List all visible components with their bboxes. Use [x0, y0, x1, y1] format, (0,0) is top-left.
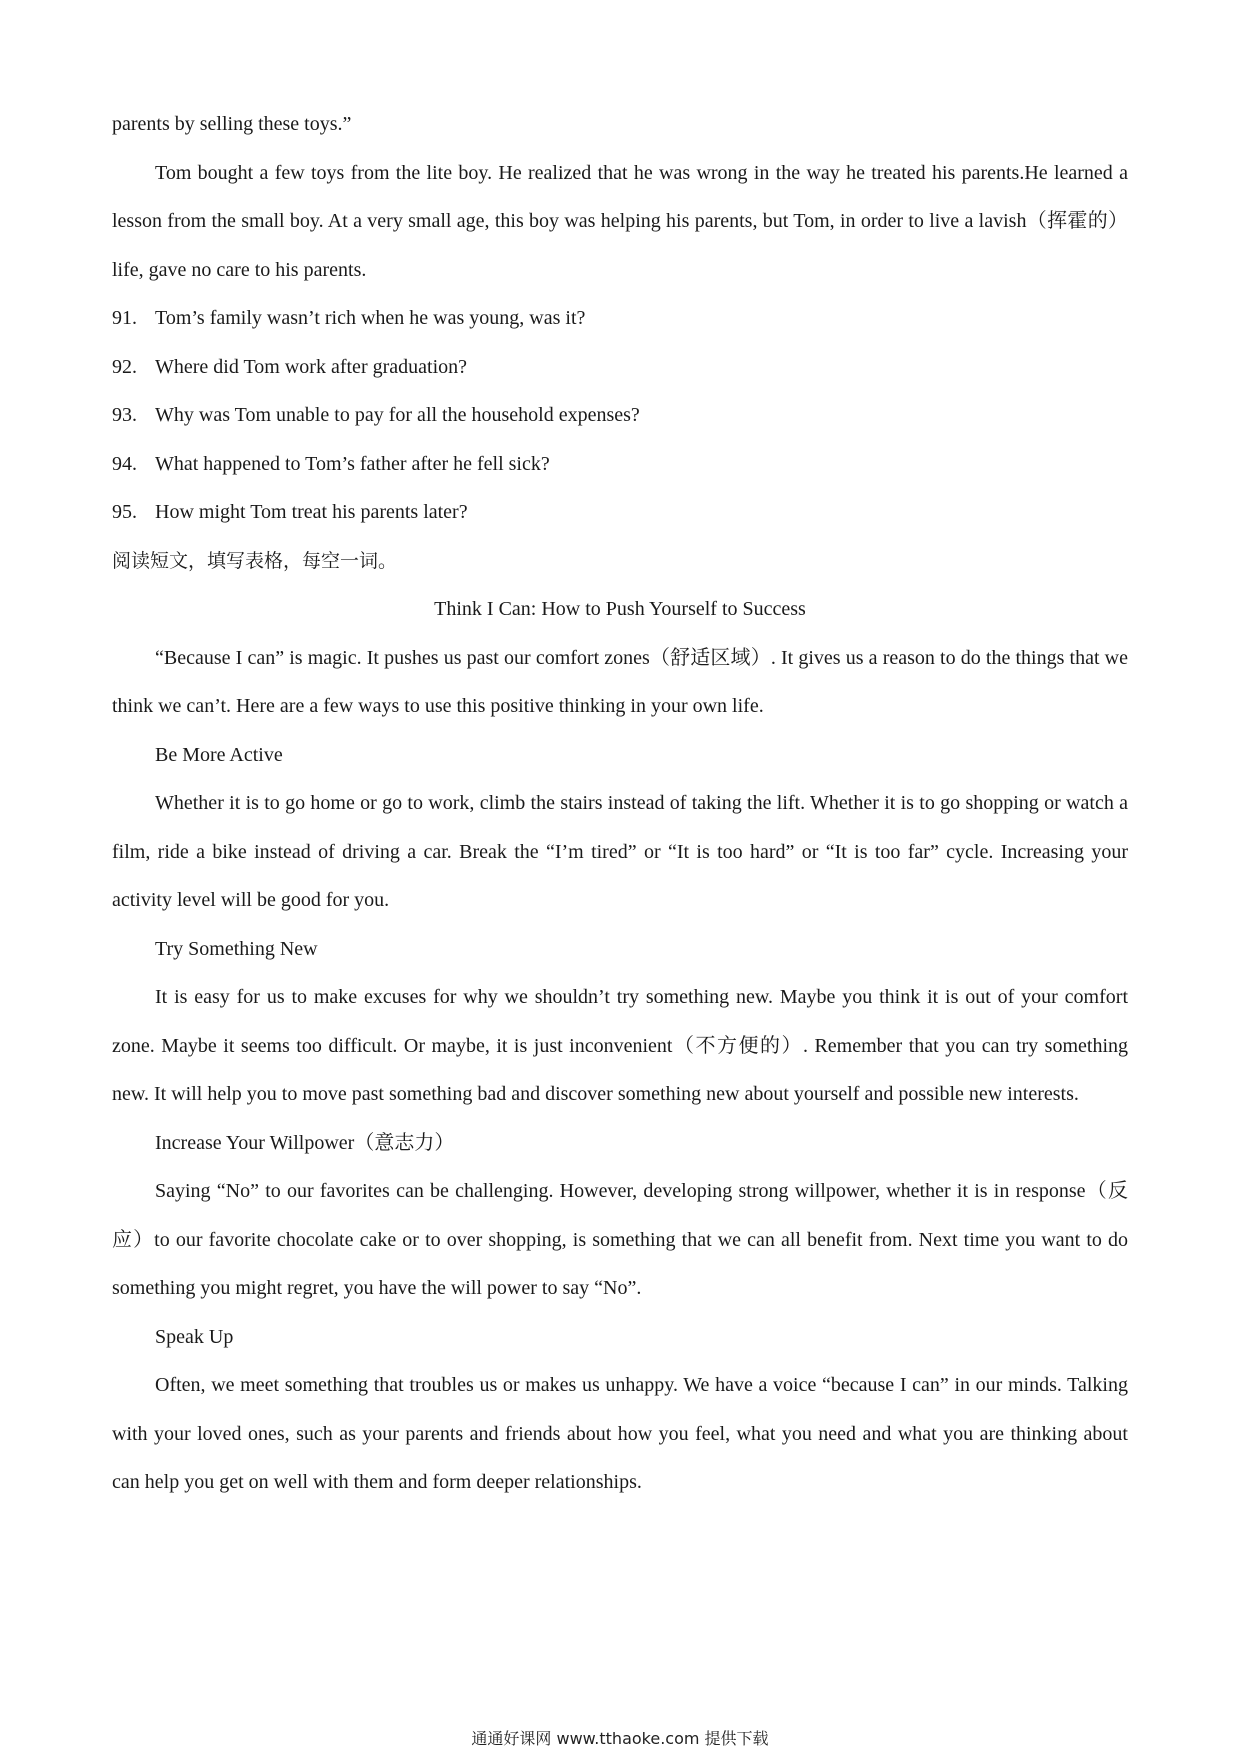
section-body-be-more-active: Whether it is to go home or go to work, climb the stairs instead of taking the lift. Whether it is to go shopping or watch a film, ride a bike instead of driving a car. Break the “I’m tired” or “It is too hard” or “It is too far” cycle. Increasing your activity level will be good for you.	[112, 792, 1128, 911]
page-footer: 通通好课网 www.tthaoke.com 提供下载	[471, 1729, 769, 1748]
section-body-try-something-new: It is easy for us to make excuses for why we shouldn’t try something new. Maybe you think it is out of your comfort zone. Maybe it seems too difficult. Or maybe, it is just inconvenient（不方便的）. Remember that you can try something new. It will help you to move past something bad and discover something new about yourself and possible new interests.	[112, 986, 1128, 1105]
question-91	[112, 294, 1128, 343]
question-95	[112, 488, 1128, 537]
question-number: 93.	[112, 404, 137, 426]
question-92	[112, 343, 1128, 392]
section-heading-try-something-new: Try Something New	[155, 937, 318, 960]
question-text: Where did Tom work after graduation?	[155, 355, 468, 378]
passage1-paragraph: Tom bought a few toys from the lite boy. He realized that he was wrong in the way he treated his parents.He learned a lesson from the small boy. At a very small age, this boy was helping his parents, but Tom, in order to live a lavish（挥霍的）life, gave no care to his parents.	[112, 161, 1128, 281]
document-content	[112, 100, 1128, 1507]
question-number: 95.	[112, 501, 137, 523]
section-heading-speak-up: Speak Up	[155, 1325, 234, 1348]
question-number: 92.	[112, 355, 137, 378]
question-text: How might Tom treat his parents later?	[155, 501, 468, 523]
section-body-increase-willpower: Saying “No” to our favorites can be challenging. However, developing strong willpower, whether it is in response（反应）to our favorite chocolate cake or to over shopping, is something that we can all benefit from. Next time you want to do something you might regret, you have the will power to say “No”.	[112, 1180, 1128, 1299]
question-number: 94.	[112, 452, 137, 475]
section-heading-increase-willpower: Increase Your Willpower（意志力）	[155, 1131, 455, 1154]
question-93	[112, 391, 1128, 440]
question-94	[112, 440, 1128, 489]
question-number: 91.	[112, 307, 137, 329]
passage1-continuation: parents by selling these toys.”	[112, 113, 352, 135]
section-heading-be-more-active: Be More Active	[155, 743, 283, 766]
question-text: What happened to Tom’s father after he fell sick?	[155, 452, 550, 475]
section-body-speak-up: Often, we meet something that troubles us or makes us unhappy. We have a voice “because I can” in our minds. Talking with your loved ones, such as your parents and friends about how you feel, what you need and what you are thinking about can help you get on well with them and form deeper relationships.	[112, 1374, 1128, 1493]
passage2-intro: “Because I can” is magic. It pushes us past our comfort zones（舒适区域）. It gives us a reason to do the things that we think we can’t. Here are a few ways to use this positive thinking in your own life.	[112, 646, 1128, 717]
question-text: Why was Tom unable to pay for all the household expenses?	[155, 404, 640, 426]
task-instruction: 阅读短文，填写表格，每空一词。	[112, 549, 398, 572]
passage2-title: Think I Can: How to Push Yourself to Success	[434, 598, 806, 620]
question-text: Tom’s family wasn’t rich when he was young, was it?	[155, 307, 586, 329]
